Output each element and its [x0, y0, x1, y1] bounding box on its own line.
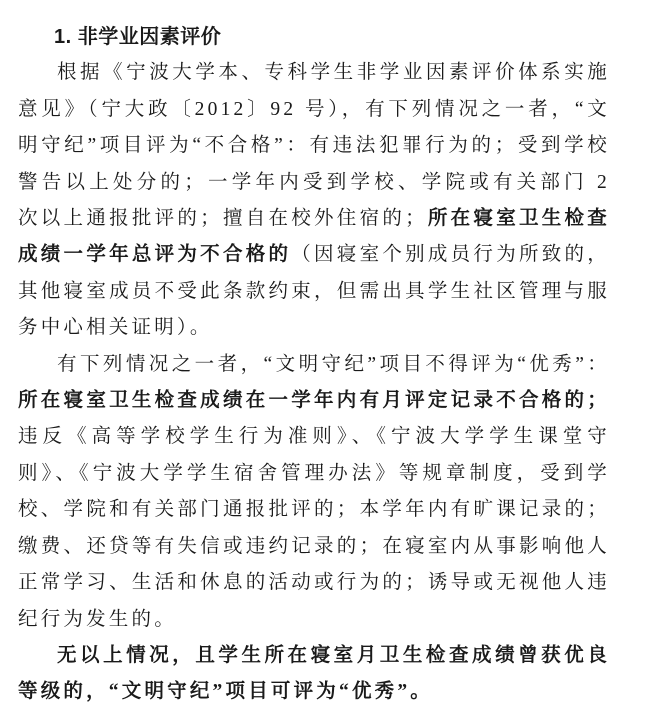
emphasis-text-run: 所在寝室卫生检查成绩一学年总评为不合格的 [18, 208, 610, 266]
section-title: 1. 非学业因素评价 [54, 26, 222, 48]
emphasis-text-run: 无以上情况，且学生所在寝室月卫生检查成绩曾获优良等级的，“文明守纪”项目可评为“优秀”。 [18, 644, 610, 703]
document-body [18, 55, 610, 710]
emphasis-text-run: 所在寝室卫生检查成绩在一学年内有月评定记录不合格的； [18, 390, 610, 412]
paragraph-excellent-criteria [18, 638, 610, 710]
text-run: （因寝室个别成员行为所致的，其他寝室成员不受此条款约束，但需出具学生社区管理与服务中心相关证明）。 [18, 244, 610, 339]
paragraph-unqualified-criteria [18, 55, 610, 346]
text-run: 根据《宁波大学本、专科学生非学业因素评价体系实施意见》（宁大政〔2012〕92 号），有下列情况之一者，“文明守纪”项目评为“不合格”：有违法犯罪行为的；受到学校警告以上处分的；一学年内受到学校、学院或有关部门 2 次以上通报批评的；擅自在校外住宿的； [18, 62, 610, 230]
text-run: 有下列情况之一者，“文明守纪”项目不得评为“优秀”： [57, 353, 610, 375]
text-run: 违反《高等学校学生行为准则》、《宁波大学学生课堂守则》、《宁波大学学生宿舍管理办法》等规章制度，受到学校、学院和有关部门通报批评的；本学年内有旷课记录的；缴费、还贷等有失信或违约记录的；在寝室内从事影响他人正常学习、生活和休息的活动或行为的；诱导或无视他人违纪行为发生的。 [18, 426, 610, 630]
paragraph-no-excellent-criteria [18, 347, 610, 638]
